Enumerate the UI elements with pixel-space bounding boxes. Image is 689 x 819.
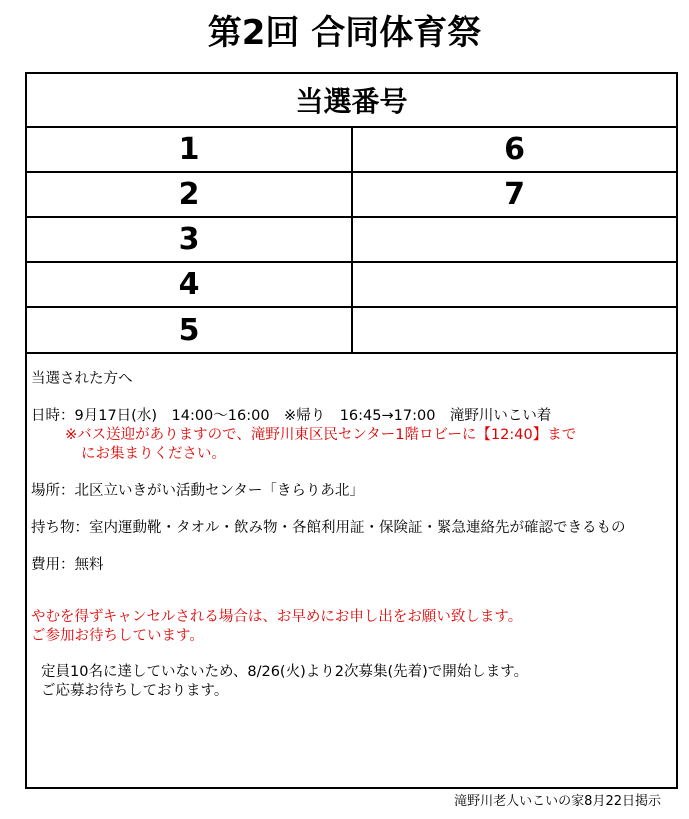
bus-note-text: ※バス送迎がありますので、滝野川東区民センター1階ロビーに【12:40】まで xyxy=(65,427,577,443)
winning-number-cell: 2 xyxy=(178,177,200,212)
page-title: 第2回 合同体育祭 xyxy=(207,13,482,53)
items-text: 持ち物：室内運動靴・タオル・飲み物・各館利用証・保険証・緊急連絡先が確認できるもの xyxy=(31,520,626,536)
second-recruitment-text: 定員10名に達していないため、8/26(火)より2次募集(先着)で開始します。 xyxy=(41,664,529,680)
fee-text: 費用：無料 xyxy=(31,557,104,573)
winning-number-cell: 4 xyxy=(178,267,200,302)
winning-number-cell: 5 xyxy=(178,312,200,348)
greeting-text: 当選された方へ xyxy=(31,371,133,387)
cancel-note-text: やむを得ずキャンセルされる場合は、お早めにお申し出をお願い致します。 xyxy=(31,609,523,625)
winning-number-cell: 6 xyxy=(504,132,525,167)
second-recruitment-text: ご応募お待ちしております。 xyxy=(41,683,229,699)
winning-number-cell: 3 xyxy=(178,222,200,257)
winning-number-cell xyxy=(353,263,676,306)
winning-number-cell: 1 xyxy=(178,132,200,167)
bus-note-text: にお集まりください。 xyxy=(81,446,226,462)
posting-footer: 滝野川老人いこいの家8月22日掲示 xyxy=(454,794,661,809)
notice-sheet xyxy=(25,72,678,789)
date-text: 日時：9月17日(水) 14:00～16:00 ※帰り 16:45→17:00 滝野川いこい着 xyxy=(31,408,552,424)
cancel-note-text: ご参加お待ちしています。 xyxy=(31,628,204,644)
winning-number-cell xyxy=(353,308,676,352)
winning-number-cell xyxy=(353,218,676,261)
winning-number-cell: 7 xyxy=(504,177,525,212)
table-header: 当選番号 xyxy=(27,74,676,128)
table-column-divider xyxy=(351,128,353,354)
place-text: 場所：北区立いきがい活動センター「きらりあ北」 xyxy=(31,483,364,499)
